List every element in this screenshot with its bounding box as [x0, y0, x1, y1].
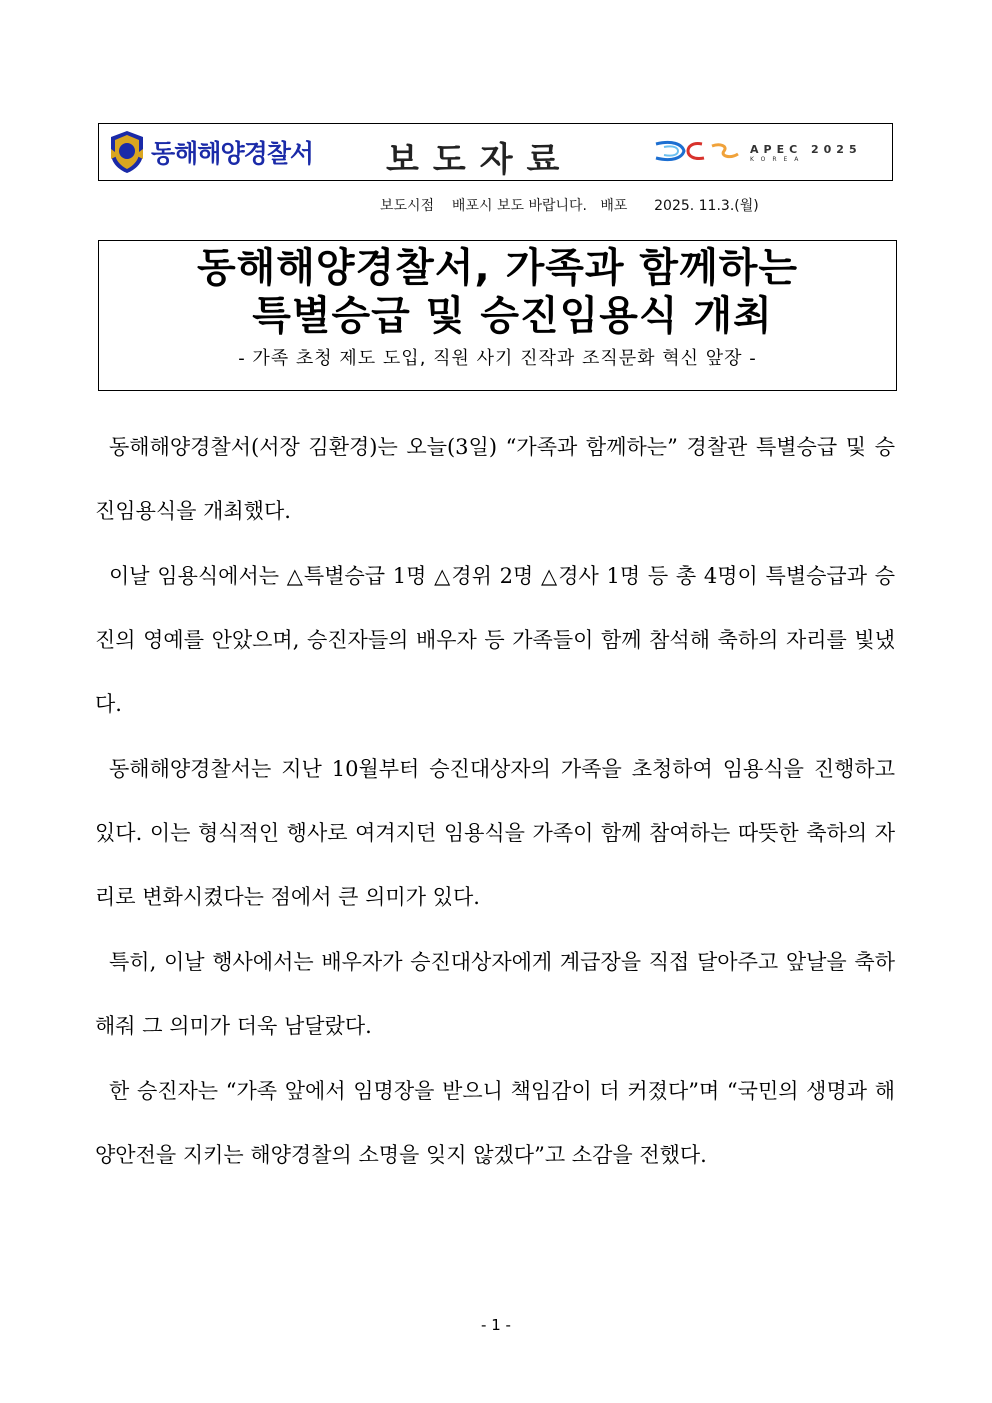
distribution-label: 배포 — [600, 198, 628, 214]
press-release-label: 보도자료 — [386, 140, 574, 180]
headline-line-2: 특별승급 및 승진임용식 개최 — [252, 293, 773, 339]
article-body — [95, 415, 895, 1188]
apec-logo-icon — [654, 138, 740, 168]
paragraph: 동해해양경찰서는 지난 10월부터 승진대상자의 가족을 초청하여 임용식을 진행하고 있다. 이는 형식적인 행사로 여겨지던 임용식을 가족이 함께 참여하는 따뜻한 축하의 자리로 변화시켰다는 점에서 큰 의미가 있다. — [95, 757, 895, 909]
coast-guard-emblem-icon — [107, 129, 147, 175]
paragraph: 이날 임용식에서는 △특별승급 1명 △경위 2명 △경사 1명 등 총 4명이 특별승급과 승진의 영예를 안았으며, 승진자들의 배우자 등 가족들이 함께 참석해 축하의 자리를 빛냈다. — [95, 564, 895, 716]
apec-logo — [654, 138, 862, 168]
press-release-header — [98, 123, 893, 181]
headline-line-1: 동해해양경찰서, 가족과 함께하는 — [196, 245, 798, 291]
paragraph: 동해해양경찰서(서장 김환경)는 오늘(3일) “가족과 함께하는” 경찰관 특별승급 및 승진임용식을 개최했다. — [95, 435, 895, 523]
apec-title: APEC 2025 — [750, 142, 862, 156]
page-number: - 1 - — [481, 1316, 511, 1334]
release-time-value: 배포시 보도 바랍니다. — [451, 198, 587, 214]
release-time-label: 보도시점 — [380, 198, 435, 214]
headline-box — [98, 240, 897, 391]
paragraph: 특히, 이날 행사에서는 배우자가 승진대상자에게 계급장을 직접 달아주고 앞날을 축하해줘 그 의미가 더욱 남달랐다. — [95, 950, 895, 1038]
distribution-date: 2025. 11.3.(월) — [654, 198, 759, 214]
distribution-info — [380, 195, 759, 215]
paragraph: 한 승진자는 “가족 앞에서 임명장을 받으니 책임감이 더 커졌다”며 “국민의 생명과 해양안전을 지키는 해양경찰의 소명을 잊지 않겠다”고 소감을 전했다. — [95, 1079, 895, 1167]
headline-subtitle: - 가족 초청 제도 도입, 직원 사기 진작과 조직문화 혁신 앞장 - — [238, 348, 757, 369]
organization — [107, 130, 313, 174]
organization-name: 동해해양경찰서 — [151, 139, 314, 168]
apec-subtitle: KOREA — [750, 155, 806, 163]
